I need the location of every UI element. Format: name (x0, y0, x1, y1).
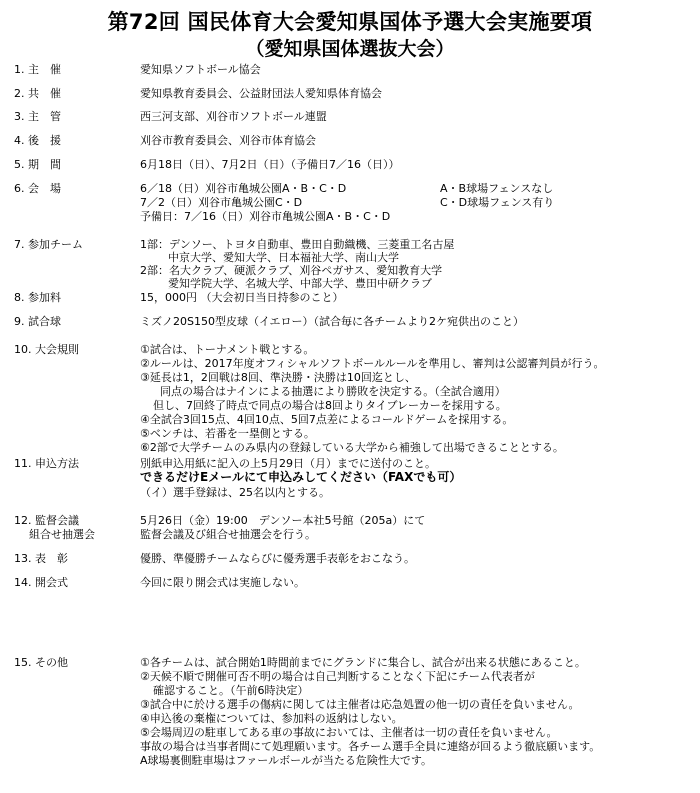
section-label-organizer: 1. 主 催 (14, 63, 61, 76)
meeting-line: 5月26日（金）19:00 デンソー本社5号館（205a）にて (140, 514, 426, 527)
section-text-fee: 15，000円 （大会初日当日持参のこと） (140, 291, 344, 304)
section-label-rules: 10. 大会規則 (14, 343, 79, 356)
other-line: ⑤会場周辺の駐車してある車の事故においては、主催者は一切の責任を負いません。 (140, 726, 558, 739)
section-label-fee: 8. 参加料 (14, 291, 61, 304)
document-subtitle: （愛知県国体選抜大会） (245, 38, 455, 60)
rules-line: ③延長は1，2回戦は8回、準決勝・決勝は10回迄とし、 (140, 371, 416, 384)
section-text-awards: 優勝、準優勝チームならびに優秀選手表彰をおこなう。 (140, 552, 415, 565)
rules-line: ⑤ベンチは、若番を一塁側とする。 (140, 427, 315, 440)
section-text-management: 西三河支部、刈谷市ソフトボール連盟 (140, 110, 327, 123)
other-line: 確認すること。（午前6時決定） (153, 684, 309, 697)
section-label-other: 15. その他 (14, 656, 68, 669)
other-line: ①各チームは、試合開始1時間前までにグランドに集合し、試合が出来る状態にあること。 (140, 656, 586, 669)
section-label-support: 4. 後 援 (14, 134, 61, 147)
application-line-emphasis: できるだけEメールにて申込みしてください（FAXでも可） (140, 470, 462, 484)
teams-line: 中京大学、愛知大学、日本福祉大学、南山大学 (168, 251, 399, 264)
section-label-management: 3. 主 管 (14, 110, 61, 123)
section-label-application: 11. 申込方法 (14, 457, 79, 470)
teams-line: 1部：デンソー、トヨタ自動車、豊田自動織機、三菱重工名古屋 (140, 238, 455, 251)
section-text-cosponsor: 愛知県教育委員会、公益財団法人愛知県体育協会 (140, 87, 382, 100)
document-title: 第72回 国民体育大会愛知県国体予選大会実施要項 (107, 10, 593, 34)
meeting-line: 監督会議及び組合せ抽選会を行う。 (140, 528, 316, 541)
rules-line: ⑥2部で大学チームのみ県内の登録している大学から補強して出場できることとする。 (140, 441, 564, 454)
application-line: （イ）選手登録は、25名以内とする。 (140, 486, 330, 499)
section-label-opening: 14. 開会式 (14, 576, 68, 589)
other-line: ③試合中に於ける選手の傷病に関しては主催者は応急処置の他一切の責任を負いません。 (140, 698, 580, 711)
rules-line: ①試合は、トーナメント戦とする。 (140, 343, 315, 356)
other-line: A球場裏側駐車場はファールボールが当たる危険性大です。 (140, 754, 432, 767)
venue-line: 6／18（日）刈谷市亀城公園A・B・C・D (140, 182, 347, 195)
other-line: ④申込後の棄権については、参加料の返納はしない。 (140, 712, 403, 725)
section-label-draw: 組合せ抽選会 (29, 528, 95, 541)
rules-line: 但し、7回終了時点で同点の場合は8回よりタイブレーカーを採用する。 (153, 399, 507, 412)
section-label-ball: 9. 試合球 (14, 315, 61, 328)
section-label-venue: 6. 会 場 (14, 182, 61, 195)
application-line: 別紙申込用紙に記入の上5月29日（月）までに送付のこと。 (140, 457, 436, 470)
section-label-cosponsor: 2. 共 催 (14, 87, 61, 100)
section-text-organizer: 愛知県ソフトボール協会 (140, 63, 261, 76)
section-label-teams: 7. 参加チーム (14, 238, 83, 251)
section-label-period: 5. 期 間 (14, 158, 61, 171)
rules-line: 同点の場合はナインによる抽選により勝敗を決定する。（全試合適用） (160, 385, 506, 398)
venue-note: C・D球場フェンス有り (440, 196, 555, 209)
venue-line: 予備日：7／16（日）刈谷市亀城公園A・B・C・D (140, 210, 391, 223)
section-text-period: 6月18日（日）、7月2日（日）（予備日7／16（日）） (140, 158, 400, 171)
venue-note: A・B球場フェンスなし (440, 182, 554, 195)
teams-line: 2部：名大クラブ、硬派クラブ、刈谷ペガサス、愛知教育大学 (140, 264, 443, 277)
rules-line: ④全試合3回15点、4回10点、5回7点差によるコールドゲームを採用する。 (140, 413, 514, 426)
section-label-awards: 13. 表 彰 (14, 552, 68, 565)
section-label-meeting: 12. 監督会議 (14, 514, 79, 527)
venue-line: 7／2（日）刈谷市亀城公園C・D (140, 196, 303, 209)
teams-line: 愛知学院大学、名城大学、中部大学、豊田中研クラブ (168, 277, 432, 290)
other-line: 事故の場合は当事者間にて処理願います。各チーム選手全員に連絡が回るよう徹底願います。 (140, 740, 601, 753)
section-text-support: 刈谷市教育委員会、刈谷市体育協会 (140, 134, 316, 147)
rules-line: ②ルールは、2017年度オフィシャルソフトボールルールを準用し、審判は公認審判員が行う。 (140, 357, 605, 370)
section-text-opening: 今回に限り開会式は実施しない。 (140, 576, 305, 589)
section-text-ball: ミズノ20S150型皮球（イエロー）（試合毎に各チームより2ケ宛供出のこと） (140, 315, 525, 328)
other-line: ②天候不順で開催可否不明の場合は自己判断することなく下記にチーム代表者が (140, 670, 535, 683)
